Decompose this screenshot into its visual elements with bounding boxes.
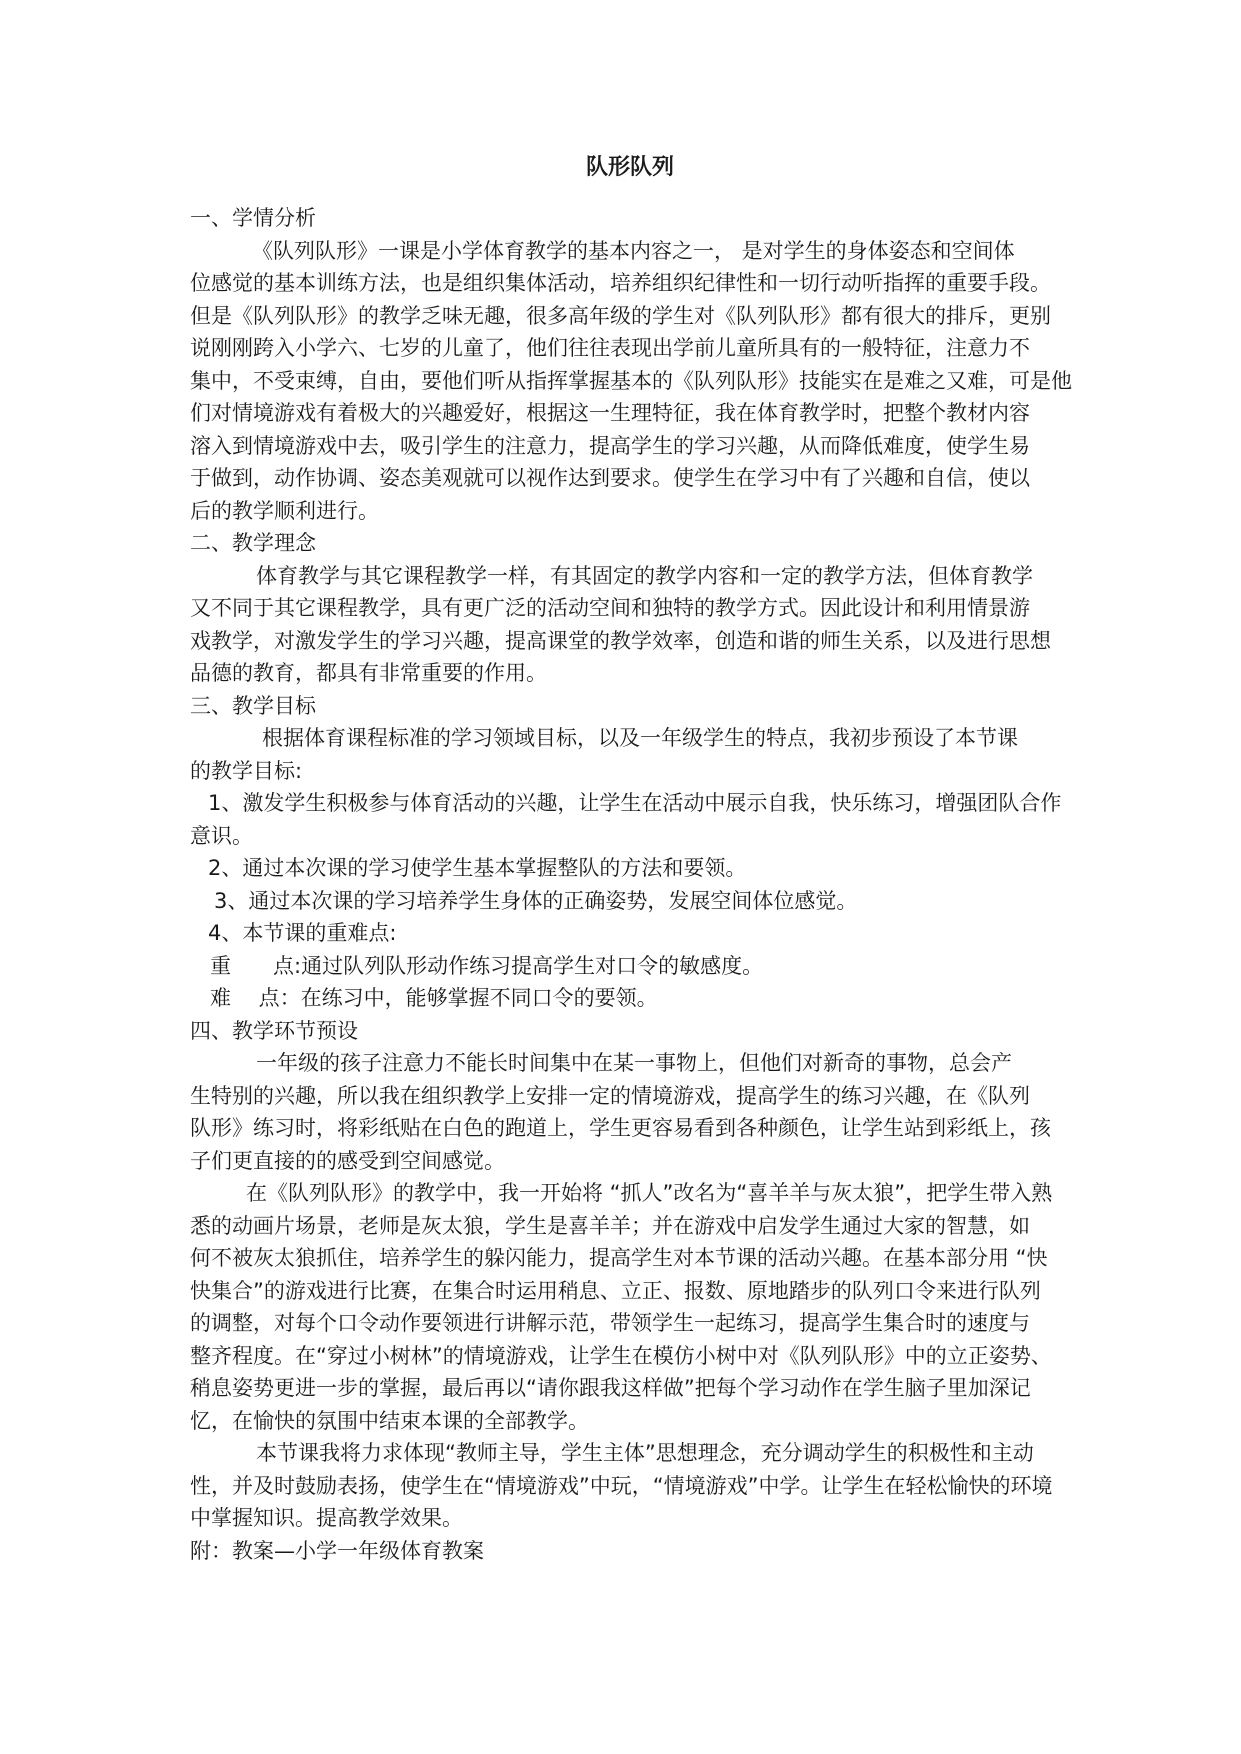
- paragraph-line: 在《队列队形》的教学中，我一开始将 “抓人”改名为“喜羊羊与灰太狼”，把学生带入熟: [246, 1181, 1053, 1205]
- paragraph-line: 何不被灰太狼抓住，培养学生的躲闪能力，提高学生对本节课的活动兴趣。在基本部分用 “快: [190, 1246, 1048, 1270]
- section-heading-3: 三、教学目标: [190, 693, 316, 718]
- paragraph-line: 于做到，动作协调、姿态美观就可以视作达到要求。使学生在学习中有了兴趣和自信，使以: [190, 466, 1030, 490]
- paragraph-line: 子们更直接的的感受到空间感觉。: [190, 1148, 505, 1173]
- paragraph-line: 队形》练习时，将彩纸贴在白色的跑道上，学生更容易看到各种颜色，让学生站到彩纸上，孩: [190, 1116, 1051, 1140]
- paragraph-line: 体育教学与其它课程教学一样，有其固定的教学内容和一定的教学方法，但体育教学: [256, 563, 1033, 588]
- objective-item: 3、通过本次课的学习培养学生身体的正确姿势，发展空间体位感觉。: [214, 888, 858, 913]
- difficult-point: 难 点：在练习中，能够掌握不同口令的要领。: [210, 986, 658, 1010]
- paragraph-line: 后的教学顺利进行。: [190, 498, 379, 523]
- objective-item: 2、通过本次课的学习使学生基本掌握整队的方法和要领。: [208, 856, 747, 880]
- key-point: 重 点:通过队列队形动作练习提高学生对口令的敏感度。: [210, 953, 764, 978]
- objective-item: 4、本节课的重难点:: [208, 921, 397, 945]
- paragraph-line: 性，并及时鼓励表扬，使学生在“情境游戏”中玩，“情境游戏”中学。让学生在轻松愉快的环境: [190, 1473, 1053, 1498]
- paragraph-line: 戏教学，对激发学生的学习兴趣，提高课堂的教学效率，创造和谐的师生关系，以及进行思想: [190, 628, 1051, 653]
- section-heading-4: 四、教学环节预设: [190, 1018, 358, 1043]
- section-heading-2: 二、教学理念: [190, 531, 316, 555]
- paragraph-line: 溶入到情境游戏中去，吸引学生的注意力，提高学生的学习兴趣，从而降低难度，使学生易: [190, 433, 1030, 458]
- paragraph-line: 本节课我将力求体现“教师主导，学生主体”思想理念，充分调动学生的积极性和主动: [256, 1441, 1034, 1465]
- paragraph-line: 稍息姿势更进一步的掌握，最后再以“请你跟我这样做”把每个学习动作在学生脑子里加深记: [190, 1376, 1031, 1400]
- paragraph-line: 们对情境游戏有着极大的兴趣爱好，根据这一生理特征，我在体育教学时，把整个教材内容: [190, 401, 1030, 425]
- paragraph-line: 《队列队形》一课是小学体育教学的基本内容之一， 是对学生的身体姿态和空间体: [252, 238, 1015, 263]
- paragraph-line: 集中，不受束缚，自由，要他们听从指挥掌握基本的《队列队形》技能实在是难之又难，可是他: [190, 368, 1072, 393]
- paragraph-line: 整齐程度。在“穿过小树林”的情境游戏，让学生在模仿小树中对《队列队形》中的立正姿势、: [190, 1343, 1052, 1368]
- paragraph-line: 的调整，对每个口令动作要领进行讲解示范，带领学生一起练习，提高学生集合时的速度与: [190, 1311, 1030, 1335]
- paragraph-line: 根据体育课程标准的学习领域目标，以及一年级学生的特点，我初步预设了本节课: [262, 726, 1018, 750]
- paragraph-line: 一年级的孩子注意力不能长时间集中在某一事物上，但他们对新奇的事物，总会产: [256, 1051, 1012, 1075]
- paragraph-line: 但是《队列队形》的教学乏味无趣，很多高年级的学生对《队列队形》都有很大的排斥，更别: [190, 303, 1051, 328]
- paragraph-line: 说刚刚跨入小学六、七岁的儿童了，他们往往表现出学前儿童所具有的一般特征，注意力不: [190, 336, 1030, 360]
- paragraph-line: 中掌握知识。提高教学效果。: [190, 1506, 463, 1530]
- objective-item: 1、激发学生积极参与体育活动的兴趣，让学生在活动中展示自我，快乐练习，增强团队合作: [208, 791, 1062, 815]
- paragraph-line: 忆，在愉快的氛围中结束本课的全部教学。: [190, 1408, 589, 1433]
- paragraph-line: 品德的教育，都具有非常重要的作用。: [190, 661, 547, 685]
- paragraph-line: 的教学目标:: [190, 758, 303, 783]
- objective-item: 意识。: [190, 823, 253, 848]
- paragraph-line: 快集合”的游戏进行比赛，在集合时运用稍息、立正、报数、原地踏步的队列口令来进行队列: [190, 1278, 1041, 1303]
- paragraph-line: 又不同于其它课程教学，具有更广泛的活动空间和独特的教学方式。因此设计和利用情景游: [190, 596, 1030, 620]
- section-heading-1: 一、学情分析: [190, 206, 316, 230]
- paragraph-line: 生特别的兴趣，所以我在组织教学上安排一定的情境游戏，提高学生的练习兴趣，在《队列: [190, 1083, 1030, 1108]
- document-page: [190, 138, 1070, 1567]
- paragraph-line: 位感觉的基本训练方法，也是组织集体活动，培养组织纪律性和一切行动听指挥的重要手段。: [190, 271, 1051, 295]
- paragraph-line: 悉的动画片场景，老师是灰太狼，学生是喜羊羊；并在游戏中启发学生通过大家的智慧，如: [190, 1213, 1030, 1238]
- document-title: 队形队列: [585, 155, 674, 180]
- appendix-note: 附：教案—小学一年级体育教案: [190, 1538, 484, 1563]
